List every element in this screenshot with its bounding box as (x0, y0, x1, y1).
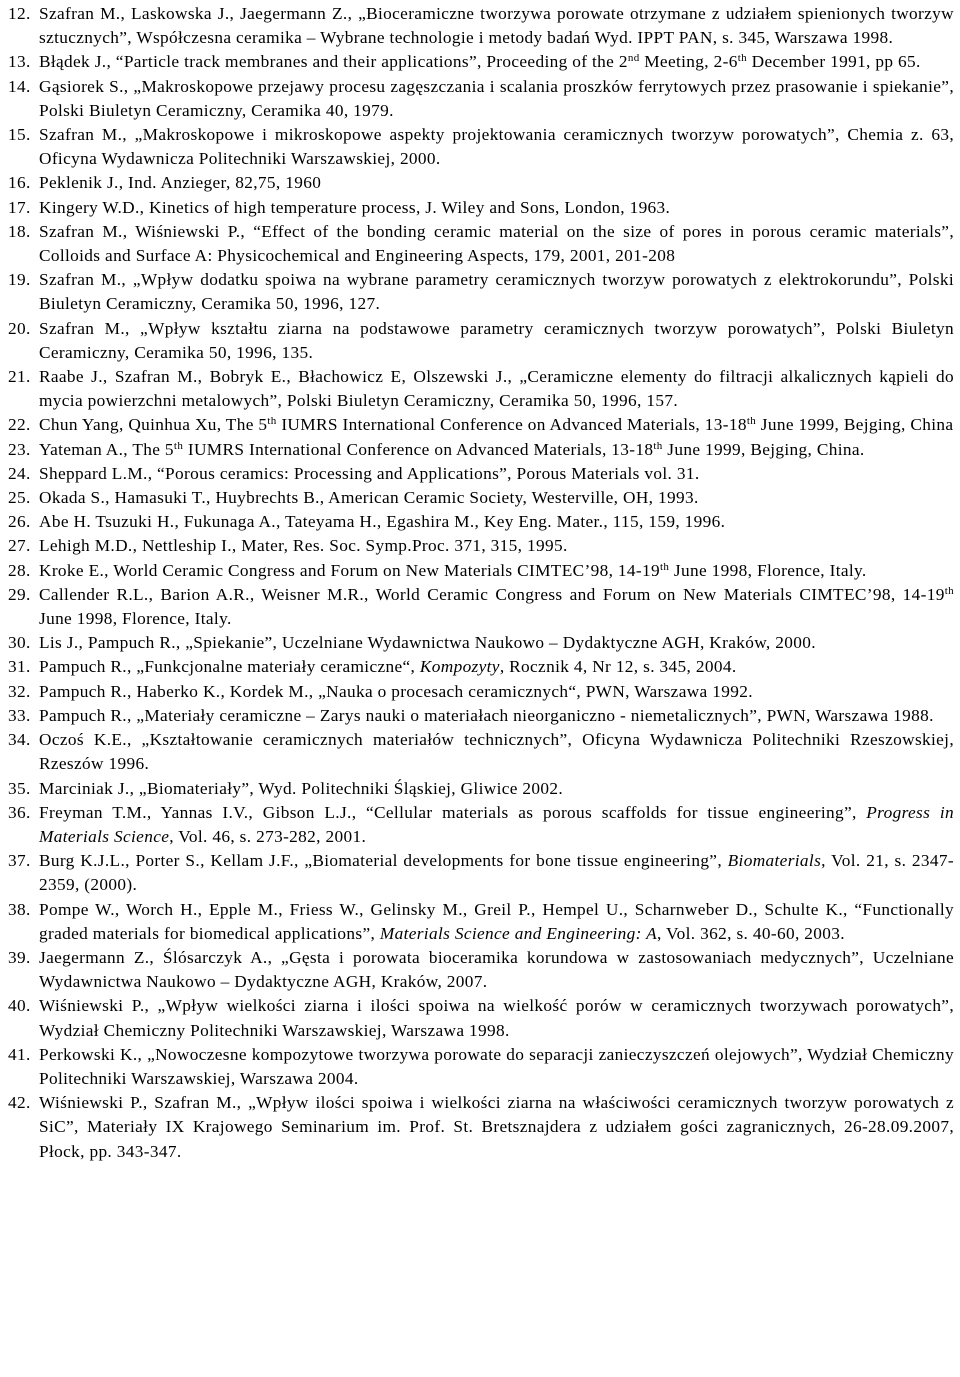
italic-text: Progress in Materials Science (39, 802, 954, 846)
reference-item (8, 680, 954, 704)
superscript-text: th (944, 584, 954, 597)
reference-text (39, 440, 865, 459)
text-fragment: Pampuch R., Haberko K., Kordek M., „Nauka o procesach ceramicznych“, PWN, Warszawa 1992. (39, 681, 753, 701)
reference-text (39, 222, 954, 265)
reference-list (8, 2, 954, 1164)
text-fragment: Marciniak J., „Biomateriały”, Wyd. Politechniki Śląskiej, Gliwice 2002. (39, 778, 564, 798)
reference-item (8, 2, 954, 50)
reference-text (39, 657, 737, 676)
text-fragment: Kingery W.D., Kinetics of high temperature process, J. Wiley and Sons, London, 1963. (39, 197, 671, 217)
text-fragment: Kroke E., World Ceramic Congress and Forum on New Materials CIMTEC’98, 14-19 (39, 560, 660, 580)
reference-item (8, 413, 954, 437)
reference-text (39, 1045, 954, 1088)
reference-item (8, 1043, 954, 1091)
reference-text (39, 1093, 954, 1160)
superscript-text: th (737, 52, 747, 65)
italic-text: Biomaterials (727, 851, 822, 871)
reference-number: 38. (8, 899, 31, 919)
reference-text (39, 4, 954, 47)
superscript-text: th (746, 415, 757, 428)
reference-number: 37. (8, 851, 31, 871)
reference-text (39, 730, 954, 773)
reference-item (8, 849, 954, 897)
reference-item (8, 486, 954, 510)
reference-text (39, 270, 954, 313)
superscript-text: th (660, 560, 670, 573)
reference-number: 12. (8, 4, 31, 23)
italic-text: Materials Science and Engineering: A (379, 923, 658, 943)
text-fragment: Lehigh M.D., Nettleship I., Mater, Res. Soc. Symp.Proc. 371, 315, 1995. (39, 536, 568, 556)
text-fragment: Wiśniewski P., „Wpływ wielkości ziarna i ilości spoiwa na wielkość porów w ceramicznych tworzywach porowatych”, Wydział Chemiczny Politechniki Warszawskiej, Warszawa 1998. (39, 996, 954, 1040)
text-fragment: June 1999, Bejging, China (756, 415, 954, 435)
reference-text (39, 585, 954, 628)
reference-number: 41. (8, 1044, 31, 1064)
text-fragment: Okada S., Hamasuki T., Huybrechts B., American Ceramic Society, Westerville, OH, 1993. (39, 488, 699, 508)
reference-number: 40. (8, 996, 31, 1016)
text-fragment: , Vol. 362, s. 40-60, 2003. (657, 923, 845, 943)
text-fragment: June 1998, Florence, Italy. (39, 609, 232, 629)
text-fragment: Błądek J., “Particle track membranes and their applications”, Proceeding of the 2 (39, 52, 628, 72)
reference-text (39, 706, 934, 725)
reference-item (8, 777, 954, 801)
text-fragment: Meeting, 2-6 (639, 52, 738, 72)
reference-text (39, 996, 954, 1039)
text-fragment: Callender R.L., Barion A.R., Weisner M.R., World Ceramic Congress and Forum on New Materials CIMTEC’98, 14-19 (39, 584, 945, 604)
reference-number: 35. (8, 778, 31, 798)
reference-text (39, 633, 816, 652)
reference-item (8, 220, 954, 268)
reference-number: 13. (8, 52, 31, 72)
reference-text (39, 464, 700, 483)
text-fragment: Jaegermann Z., Ślósarczyk A., „Gęsta i porowata bioceramika korundowa w zastosowaniach medycznych”, Uczelniane Wydawnictwa Naukowo – Dydaktyczne AGH, Kraków, 2007. (39, 947, 954, 992)
reference-text (39, 561, 867, 580)
reference-number: 22. (8, 415, 31, 435)
text-fragment: Szafran M., „Wpływ dodatku spoiwa na wybrane parametry ceramicznych tworzyw porowatych z elektrokorundu”, Polski Biuletyn Ceramiczny, Ceramika 50, 1996, 127. (39, 270, 954, 314)
reference-item (8, 728, 954, 776)
reference-number: 42. (8, 1093, 31, 1113)
reference-text (39, 415, 953, 434)
reference-text (39, 319, 954, 362)
reference-number: 39. (8, 947, 31, 967)
reference-item (8, 196, 954, 220)
reference-item (8, 317, 954, 365)
reference-number: 31. (8, 657, 31, 677)
reference-number: 28. (8, 560, 31, 580)
text-fragment: , Vol. 46, s. 273-282, 2001. (169, 826, 367, 846)
text-fragment: Abe H. Tsuzuki H., Fukunaga A., Tateyama H., Egashira M., Key Eng. Mater., 115, 159, 1996. (39, 512, 726, 532)
reference-text (39, 488, 699, 507)
reference-number: 21. (8, 367, 31, 387)
reference-item (8, 801, 954, 849)
reference-text (39, 173, 321, 192)
superscript-text: th (267, 415, 277, 428)
text-fragment: Pompe W., Worch H., Epple M., Friess W., Gelinsky M., Greil P., Hempel U., Scharnweber D., Schulte K., “Functionally graded materials for biomedical applications”, (39, 899, 954, 943)
reference-item (8, 462, 954, 486)
reference-text (39, 512, 725, 531)
superscript-text: nd (627, 52, 640, 65)
reference-number: 34. (8, 730, 31, 750)
text-fragment: Raabe J., Szafran M., Bobryk E., Błachowicz E, Olszewski J., „Ceramiczne elementy do filtracji alkalicznych kąpieli do mycia powierzchni metalowych”, Polski Biuletyn Ceramiczny, Ceramika 50, 1996, 157. (39, 367, 954, 411)
text-fragment: June 1999, Bejging, China. (662, 439, 865, 459)
italic-text: Kompozyty (419, 657, 500, 677)
reference-item (8, 994, 954, 1042)
text-fragment: Pampuch R., „Funkcjonalne materiały ceramiczne“, (39, 657, 420, 677)
reference-item (8, 898, 954, 946)
reference-number: 20. (8, 318, 31, 338)
reference-item (8, 704, 954, 728)
text-fragment: Wiśniewski P., Szafran M., „Wpływ ilości spoiwa i wielkości ziarna na właściwości ceramicznych tworzyw porowatych z SiC”, Materiały IX Krajowego Seminarium im. Prof. St. Bretsznajdera z udziałem gości zagranicznych, 26-28.09.2007, Płock, pp. 343-347. (39, 1093, 954, 1161)
reference-number: 15. (8, 125, 31, 145)
superscript-text: th (653, 439, 663, 452)
text-fragment: Szafran M., „Makroskopowe i mikroskopowe aspekty projektowania ceramicznych tworzyw porowatych”, Chemia z. 63, Oficyna Wydawnicza Politechniki Warszawskiej, 2000. (39, 125, 954, 169)
reference-text (39, 900, 954, 943)
superscript-text: th (173, 439, 184, 452)
reference-number: 18. (8, 221, 31, 241)
reference-text (39, 948, 954, 991)
text-fragment: Sheppard L.M., “Porous ceramics: Processing and Applications”, Porous Materials vol. 31. (39, 463, 700, 483)
text-fragment: Oczoś K.E., „Kształtowanie ceramicznych materiałów technicznych”, Oficyna Wydawnicza Politechniki Rzeszowskiej, Rzeszów 1996. (39, 730, 954, 774)
reference-item (8, 1091, 954, 1164)
reference-item (8, 50, 954, 74)
reference-number: 17. (8, 197, 31, 217)
reference-number: 24. (8, 463, 31, 483)
text-fragment: June 1998, Florence, Italy. (669, 560, 867, 580)
text-fragment: Chun Yang, Quinhua Xu, The 5 (39, 415, 268, 435)
text-fragment: Burg K.J.L., Porter S., Kellam J.F., „Biomaterial developments for bone tissue engineering”, (39, 851, 728, 871)
reference-number: 19. (8, 270, 31, 290)
reference-number: 16. (8, 173, 31, 193)
text-fragment: Freyman T.M., Yannas I.V., Gibson L.J., “Cellular materials as porous scaffolds for tissue engineering”, (39, 802, 867, 822)
reference-number: 30. (8, 633, 31, 653)
reference-number: 25. (8, 488, 31, 508)
reference-number: 27. (8, 536, 31, 556)
text-fragment: Lis J., Pampuch R., „Spiekanie”, Uczelniane Wydawnictwa Naukowo – Dydaktyczne AGH, Kraków, 2000. (39, 633, 816, 653)
text-fragment: Szafran M., Wiśniewski P., “Effect of the bonding ceramic material on the size of pores in porous ceramic materials”, Colloids and Surface A: Physicochemical and Engineering Aspects, 179, 2001, 201-208 (39, 221, 954, 266)
reference-number: 36. (8, 802, 31, 822)
reference-item (8, 946, 954, 994)
reference-item (8, 534, 954, 558)
text-fragment: , Vol. 21, s. 2347-2359, (2000). (39, 851, 954, 895)
reference-number: 32. (8, 681, 31, 701)
reference-item (8, 438, 954, 462)
reference-item (8, 123, 954, 171)
reference-text (39, 77, 954, 120)
reference-text (39, 803, 954, 846)
reference-text (39, 52, 921, 71)
reference-text (39, 682, 753, 701)
text-fragment: Peklenik J., Ind. Anzieger, 82,75, 1960 (39, 173, 322, 193)
text-fragment: , Rocznik 4, Nr 12, s. 345, 2004. (499, 657, 737, 677)
reference-text (39, 367, 954, 410)
reference-item (8, 559, 954, 583)
reference-number: 29. (8, 584, 31, 604)
reference-item (8, 171, 954, 195)
reference-text (39, 779, 563, 798)
reference-number: 14. (8, 76, 31, 96)
text-fragment: IUMRS International Conference on Advanced Materials, 13-18 (276, 415, 747, 435)
text-fragment: Gąsiorek S., „Makroskopowe przejawy procesu zagęszczania i scalania proszków ferrytowych przez prasowanie i spiekanie”, Polski Biuletyn Ceramiczny, Ceramika 40, 1979. (39, 76, 954, 120)
reference-text (39, 851, 954, 894)
reference-item (8, 510, 954, 534)
text-fragment: Szafran M., Laskowska J., Jaegermann Z., „Bioceramiczne tworzywa porowate otrzymane z udziałem spienionych tworzyw sztucznych”, Współczesna ceramika – Wybrane technologie i metody badań Wyd. IPPT PAN, s. 345, Warszawa 1998. (39, 4, 954, 48)
text-fragment: Yateman A., The 5 (39, 439, 174, 459)
text-fragment: IUMRS International Conference on Advanced Materials, 13-18 (183, 439, 654, 459)
text-fragment: Perkowski K., „Nowoczesne kompozytowe tworzywa porowate do separacji zanieczyszczeń olejowych”, Wydział Chemiczny Politechniki Warszawskiej, Warszawa 2004. (39, 1044, 954, 1088)
text-fragment: Szafran M., „Wpływ kształtu ziarna na podstawowe parametry ceramicznych tworzyw porowatych”, Polski Biuletyn Ceramiczny, Ceramika 50, 1996, 135. (39, 318, 954, 362)
reference-item (8, 583, 954, 631)
reference-item (8, 631, 954, 655)
reference-item (8, 365, 954, 413)
text-fragment: December 1991, pp 65. (746, 52, 921, 72)
reference-text (39, 198, 670, 217)
reference-number: 33. (8, 705, 31, 725)
text-fragment: Pampuch R., „Materiały ceramiczne – Zarys nauki o materiałach nieorganiczno - niemetalicznych”, PWN, Warszawa 1988. (39, 705, 934, 725)
reference-item (8, 75, 954, 123)
reference-text (39, 125, 954, 168)
reference-number: 23. (8, 439, 31, 459)
reference-number: 26. (8, 512, 31, 532)
reference-item (8, 268, 954, 316)
reference-text (39, 536, 568, 555)
reference-item (8, 655, 954, 679)
